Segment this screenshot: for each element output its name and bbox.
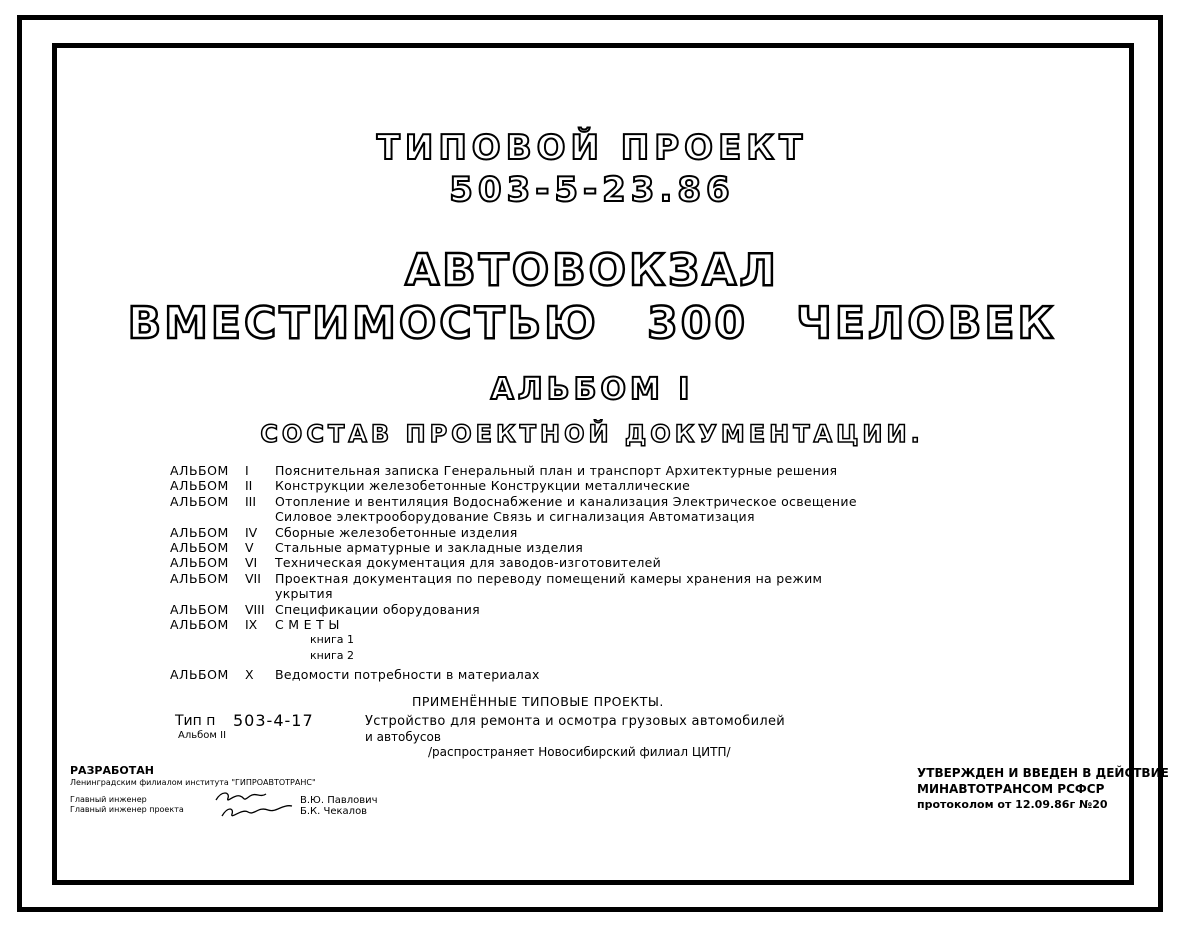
album-text: Спецификации оборудования [275,601,480,617]
type-project-album: Альбом II [178,730,227,741]
album-number: V [245,540,254,556]
album-label: АЛЬБОМ [170,540,229,556]
album-row [170,463,857,478]
album-text: Отопление и вентиляция Водоснабжение и канализация Электрическое освещение [275,493,857,509]
album-number: III [245,493,257,509]
album-number [245,586,275,601]
album-text: Техническая документация для заводов-изготовителей [275,555,662,571]
approval-line3: протоколом от 12.09.86г №20 [917,798,1108,811]
chief-engineer-name: В.Ю. Павлович [300,795,378,806]
album-text: С М Е Т Ы [275,617,340,633]
applied-desc-line2: и автобусов [365,730,441,744]
album-label: АЛЬБОМ [170,617,229,633]
album-row [170,494,857,509]
album-number [245,509,275,524]
developed-label: РАЗРАБОТАН [70,764,154,777]
chief-project-engineer-name: Б.К. Чекалов [300,806,368,817]
album-text: Ведомости потребности в материалах [275,667,540,683]
album-text: Стальные арматурные и закладные изделия [275,540,584,556]
type-project-label: Тип п [175,713,216,729]
album-row [170,555,857,570]
album-row [170,667,857,682]
album-label: АЛЬБОМ [170,601,229,617]
album-list [170,463,857,683]
applied-desc-line1: Устройство для ремонта и осмотра грузовых автомобилей [365,714,785,729]
developer-institute: Ленинградским филиалом института "ГИПРОАВТОТРАНС" [70,778,316,787]
album-number: VII [245,570,261,586]
approval-line1: УТВЕРЖДЕН И ВВЕДЕН В ДЕЙСТВИЕ [917,766,1169,780]
album-number: VI [245,555,258,571]
building-name: АВТОВОКЗАЛ [405,245,779,296]
album-text: Сборные железобетонные изделия [275,524,518,540]
album-number: IV [245,524,258,540]
album-row [170,571,857,586]
album-row [170,509,857,524]
chief-engineer-role: Главный инженер [70,795,147,804]
book-item: книга 2 [310,648,354,662]
album-label: АЛЬБОМ [170,493,229,509]
album-number: VIII [245,601,265,617]
album-number: II [245,478,253,494]
approval-line2: МИНАВТОТРАНСОМ РСФСР [917,782,1105,796]
album-label: АЛЬБОМ [170,463,229,478]
album-text: укрытия [275,586,333,602]
album-row [170,617,857,632]
distributor-note: /распространяет Новосибирский филиал ЦИТП/ [428,745,731,759]
album-label: АЛЬБОМ [170,478,229,494]
album-row [170,586,857,601]
album-label [170,586,245,601]
album-text: Пояснительная записка Генеральный план и транспорт Архитектурные решения [275,463,838,478]
album-row [170,525,857,540]
album-text: Силовое электрооборудование Связь и сигнализация Автоматизация [275,509,755,525]
album-label: АЛЬБОМ [170,524,229,540]
album-label: АЛЬБОМ [170,570,229,586]
album-number: X [245,667,254,683]
album-title: АЛЬБОМ I [490,372,694,407]
album-row [170,602,857,617]
applied-projects-heading: ПРИМЕНЁННЫЕ ТИПОВЫЕ ПРОЕКТЫ. [412,694,664,709]
album-row [170,540,857,555]
chief-project-engineer-role: Главный инженер проекта [70,805,184,814]
doc-type-title: ТИПОВОЙ ПРОЕКТ [376,128,808,168]
signatures-image [212,786,298,822]
contents-heading: СОСТАВ ПРОЕКТНОЙ ДОКУМЕНТАЦИИ. [260,420,924,448]
album-number: IX [245,617,258,633]
album-number: I [245,463,249,478]
album-label: АЛЬБОМ [170,667,229,683]
album-label [170,509,245,524]
album-text: Проектная документация по переводу помещений камеры хранения на режим [275,570,823,586]
album-text: Конструкции железобетонные Конструкции металлические [275,478,691,494]
type-project-number: 503-4-17 [233,711,314,730]
project-number: 503-5-23.86 [449,170,735,210]
album-row [170,478,857,493]
capacity-title: ВМЕСТИМОСТЬЮ 300 ЧЕЛОВЕК [127,298,1057,349]
book-item: книга 1 [310,633,354,647]
album-label: АЛЬБОМ [170,555,229,571]
